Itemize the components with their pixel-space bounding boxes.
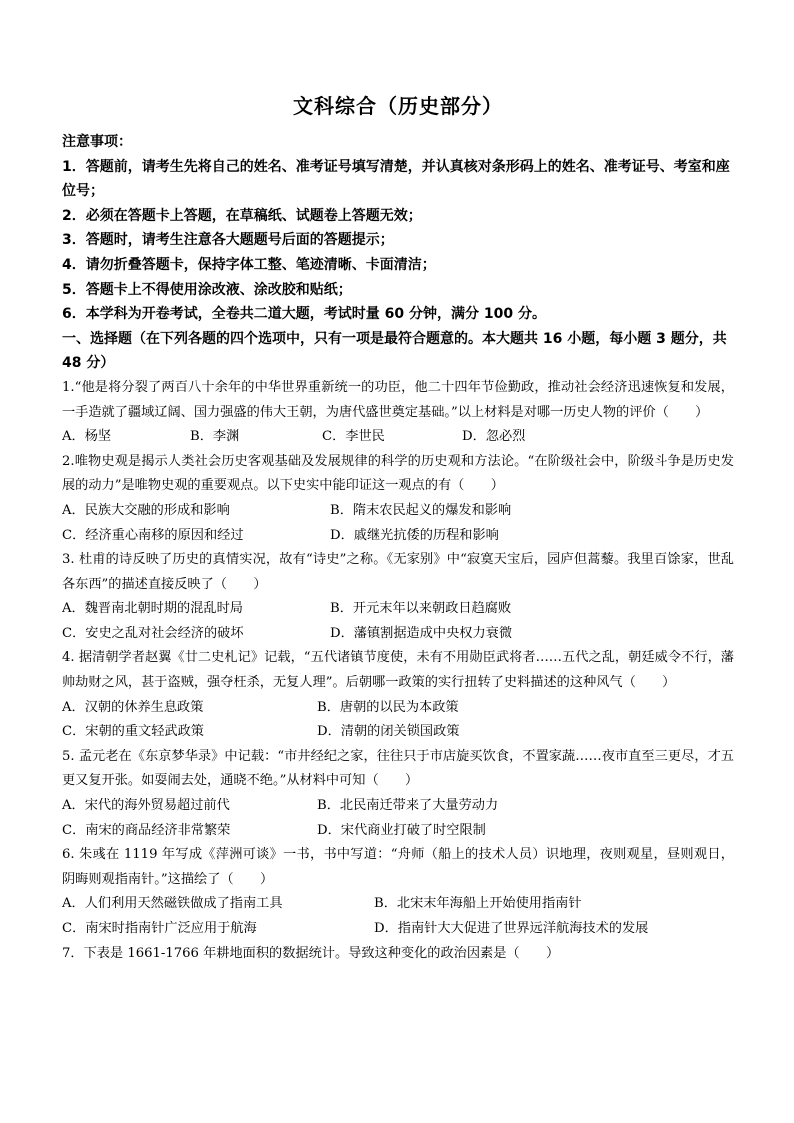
question-stem: 4. 据清朝学者赵翼《廿二史札记》记载，“五代诸镇节度使，未有不用勋臣武将者……五代之乱，朝廷威令不行，藩帅劫财之风，甚于盗贼，强夺枉杀，无复人理”。后朝哪一政策的实行扭转了史料描述的这种风气（ ） [62,650,734,691]
question-6 [62,843,734,941]
question-stem: 7．下表是 1661-1766 年耕地面积的数据统计。导致这种变化的政治因素是（ ） [62,945,560,961]
option-c[interactable]: C．经济重心南移的原因和经过 [62,527,244,543]
question-options [62,892,734,917]
question-3 [62,548,734,646]
option-d[interactable]: D．指南针大大促进了世界远洋航海技术的发展 [374,921,649,936]
notice-item: 6．本学科为开卷考试，全卷共二道大题，考试时量 60 分钟，满分 100 分。 [62,306,546,323]
option-d[interactable]: D．清朝的闭关锁国政策 [317,724,460,740]
question-options [62,696,734,721]
question-stem: 6. 朱彧在 1119 年写成《萍洲可谈》一书，书中写道：“舟师（船上的技术人员）识地理，夜则观星，昼则观日，阴晦则观指南针。”这描绘了（ ） [62,847,734,887]
question-options [62,524,734,549]
question-1 [62,376,734,450]
option-b[interactable]: B．北民南迁带来了大量劳动力 [317,798,499,814]
question-options [62,917,734,942]
question-4 [62,646,734,744]
option-a[interactable]: A．人们利用天然磁铁做成了指南工具 [62,896,283,912]
question-7 [62,942,734,967]
option-a[interactable]: A．杨坚 [62,429,112,445]
notice-item: 3．答题时，请考生注意各大题题号后面的答题提示； [62,232,394,249]
notice-heading: 注意事项： [62,134,132,150]
notice-item: 4．请勿折叠答题卡，保持字体工整、笔迹清晰、卡面清洁； [62,256,436,273]
option-c[interactable]: C．李世民 [322,429,385,445]
option-a[interactable]: A．民族大交融的形成和影响 [62,502,230,518]
option-d[interactable]: D．宋代商业打破了时空限制 [317,822,486,838]
question-options [62,425,734,450]
option-d[interactable]: D．戚继光抗倭的历程和影响 [330,527,499,543]
notice-item: 1．答题前，请考生先将自己的姓名、准考证号填写清楚，并认真核对条形码上的姓名、准考证号、考室和座位号； [62,158,730,200]
option-c[interactable]: C．宋朝的重文轻武政策 [62,724,204,740]
option-b[interactable]: B．开元末年以来朝政日趋腐败 [330,601,512,617]
question-stem: 5. 孟元老在《东京梦华录》中记载：“市井经纪之家，往往只于市店旋买饮食，不置家蔬……夜市直至三更尽，才五更又复开张。如耍闹去处，通晓不绝。”从材料中可知（ ） [62,748,734,789]
notice-block [62,130,734,327]
option-b[interactable]: B．北宋末年海船上开始使用指南针 [374,896,582,912]
question-options [62,499,734,524]
question-options [62,720,734,745]
option-d[interactable]: D．忽必烈 [462,429,526,445]
question-stem: 3. 杜甫的诗反映了历史的真情实况，故有“诗史”之称。《无家别》中“寂寞天宝后，园庐但蒿藜。我里百馀家，世乱各东西”的描述直接反映了（ ） [62,552,734,592]
question-2 [62,450,734,548]
question-stem: 1.“他是将分裂了两百八十余年的中华世界重新统一的功臣，他二十四年节俭勤政，推动社会经济迅速恢复和发展，一手造就了疆域辽阔、国力强盛的伟大王朝，为唐代盛世奠定基础。”以上材料是对哪一历史人物的评价（ ） [62,379,734,420]
option-d[interactable]: D．藩镇割据造成中央权力衰微 [330,625,513,641]
option-c[interactable]: C．南宋时指南针广泛应用于航海 [62,921,257,936]
question-options [62,819,734,844]
option-b[interactable]: B．唐朝的以民为本政策 [317,699,459,715]
option-b[interactable]: B．李渊 [190,429,240,445]
option-c[interactable]: C．安史之乱对社会经济的破坏 [62,625,244,641]
option-a[interactable]: A．宋代的海外贸易超过前代 [62,798,230,814]
page-title: 文科综合（历史部分） [293,94,503,118]
question-options [62,597,734,622]
notice-item: 2．必须在答题卡上答题，在草稿纸、试题卷上答题无效； [62,207,422,224]
question-options [62,794,734,819]
notice-item: 5．答题卡上不得使用涂改液、涂改胶和贴纸； [62,281,352,298]
question-stem: 2.唯物史观是揭示人类社会历史客观基础及发展规律的科学的历史观和方法论。“在阶级社会中，阶级斗争是历史发展的动力”是唯物史观的重要观点。以下史实中能印证这一观点的有（ ） [62,453,734,494]
question-options [62,622,734,647]
option-a[interactable]: A．魏晋南北朝时期的混乱时局 [62,601,243,617]
section-heading: 一、选择题（在下列各题的四个选项中，只有一项是最符合题意的。本大题共 16 小题，每小题 3 题分，共 48 分） [62,330,727,372]
option-a[interactable]: A．汉朝的休养生息政策 [62,699,204,715]
question-5 [62,745,734,843]
exam-page [62,92,734,966]
option-b[interactable]: B．隋末农民起义的爆发和影响 [330,502,512,518]
option-c[interactable]: C．南宋的商品经济非常繁荣 [62,822,231,838]
